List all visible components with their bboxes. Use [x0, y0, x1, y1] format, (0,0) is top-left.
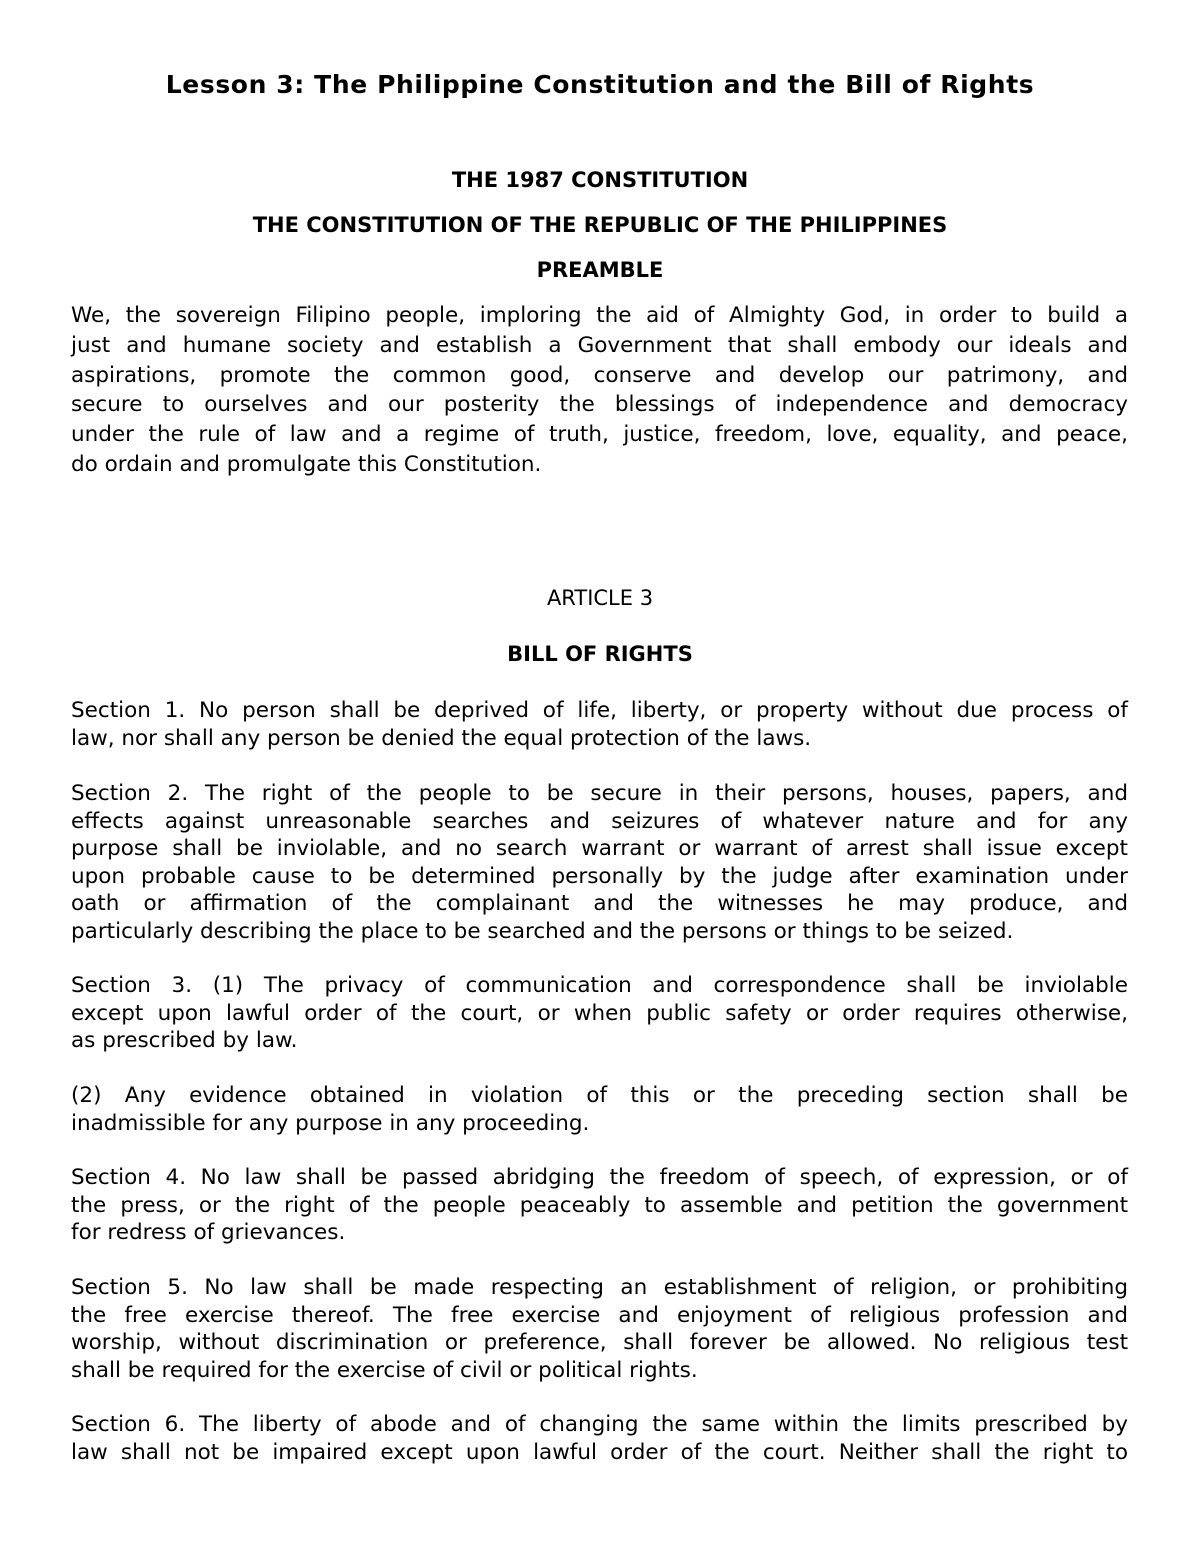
text-line: law shall not be impaired except upon lawful order of the court. Neither shall the right to [71, 1439, 1128, 1465]
text-line: Section 4. No law shall be passed abridging the freedom of speech, of expression, or of [71, 1165, 1128, 1190]
heading-republic-constitution: THE CONSTITUTION OF THE REPUBLIC OF THE PHILIPPINES [252, 213, 948, 237]
section-3-paragraph-2 [71, 1082, 1128, 1137]
text-line: the press, or the right of the people peaceably to assemble and petition the government [71, 1192, 1128, 1218]
text-line: Section 1. No person shall be deprived of life, liberty, or property without due process of [71, 698, 1128, 723]
section-5 [71, 1274, 1128, 1384]
text-line: inadmissible for any purpose in any proceeding. [71, 1110, 590, 1136]
text-line: worship, without discrimination or preference, shall forever be allowed. No religious test [71, 1330, 1128, 1355]
text-line: particularly describing the place to be searched and the persons or things to be seized. [71, 918, 1014, 944]
text-line: oath or affirmation of the complainant and the witnesses he may produce, and [71, 891, 1128, 916]
heading-1987-constitution: THE 1987 CONSTITUTION [451, 168, 749, 192]
section-2 [71, 780, 1128, 945]
preamble-text [71, 301, 1128, 480]
text-line: Section 3. (1) The privacy of communication and correspondence shall be inviolable [71, 973, 1128, 998]
text-line: aspirations, promote the common good, conserve and develop our patrimony, and [71, 362, 1128, 388]
text-line: under the rule of law and a regime of truth, justice, freedom, love, equality, and peace, [71, 422, 1128, 448]
text-line: law, nor shall any person be denied the equal protection of the laws. [71, 725, 812, 751]
bill-of-rights-heading: BILL OF RIGHTS [507, 642, 693, 666]
text-line: upon probable cause to be determined personally by the judge after examination under [71, 863, 1128, 889]
section-3 [71, 972, 1128, 1055]
text-line: the free exercise thereof. The free exercise and enjoyment of religious profession and [71, 1302, 1128, 1328]
text-line: Section 6. The liberty of abode and of changing the same within the limits prescribed by [71, 1412, 1128, 1437]
text-line: for redress of grievances. [71, 1220, 346, 1245]
text-line: shall be required for the exercise of civil or political rights. [71, 1357, 698, 1383]
text-line: effects against unreasonable searches and seizures of whatever nature and for any [71, 808, 1128, 834]
section-6 [71, 1411, 1128, 1466]
article-label: ARTICLE 3 [546, 586, 654, 610]
lesson-title: Lesson 3: The Philippine Constitution and the Bill of Rights [165, 70, 1035, 99]
heading-preamble: PREAMBLE [536, 258, 664, 282]
text-line: just and humane society and establish a Government that shall embody our ideals and [71, 332, 1128, 358]
text-line: secure to ourselves and our posterity the blessings of independence and democracy [71, 392, 1128, 418]
text-line: except upon lawful order of the court, or when public safety or order requires otherwise, [71, 1000, 1128, 1026]
section-1 [71, 697, 1128, 752]
text-line: We, the sovereign Filipino people, imploring the aid of Almighty God, in order to build a [71, 303, 1128, 328]
text-line: Section 2. The right of the people to be secure in their persons, houses, papers, and [71, 781, 1128, 806]
text-line: as prescribed by law. [71, 1028, 298, 1053]
text-line: Section 5. No law shall be made respecting an establishment of religion, or prohibiting [71, 1275, 1128, 1300]
text-line: do ordain and promulgate this Constitution. [71, 451, 542, 477]
section-4 [71, 1164, 1128, 1247]
text-line: purpose shall be inviolable, and no search warrant or warrant of arrest shall issue except [71, 836, 1128, 861]
text-line: (2) Any evidence obtained in violation of this or the preceding section shall be [71, 1083, 1128, 1108]
